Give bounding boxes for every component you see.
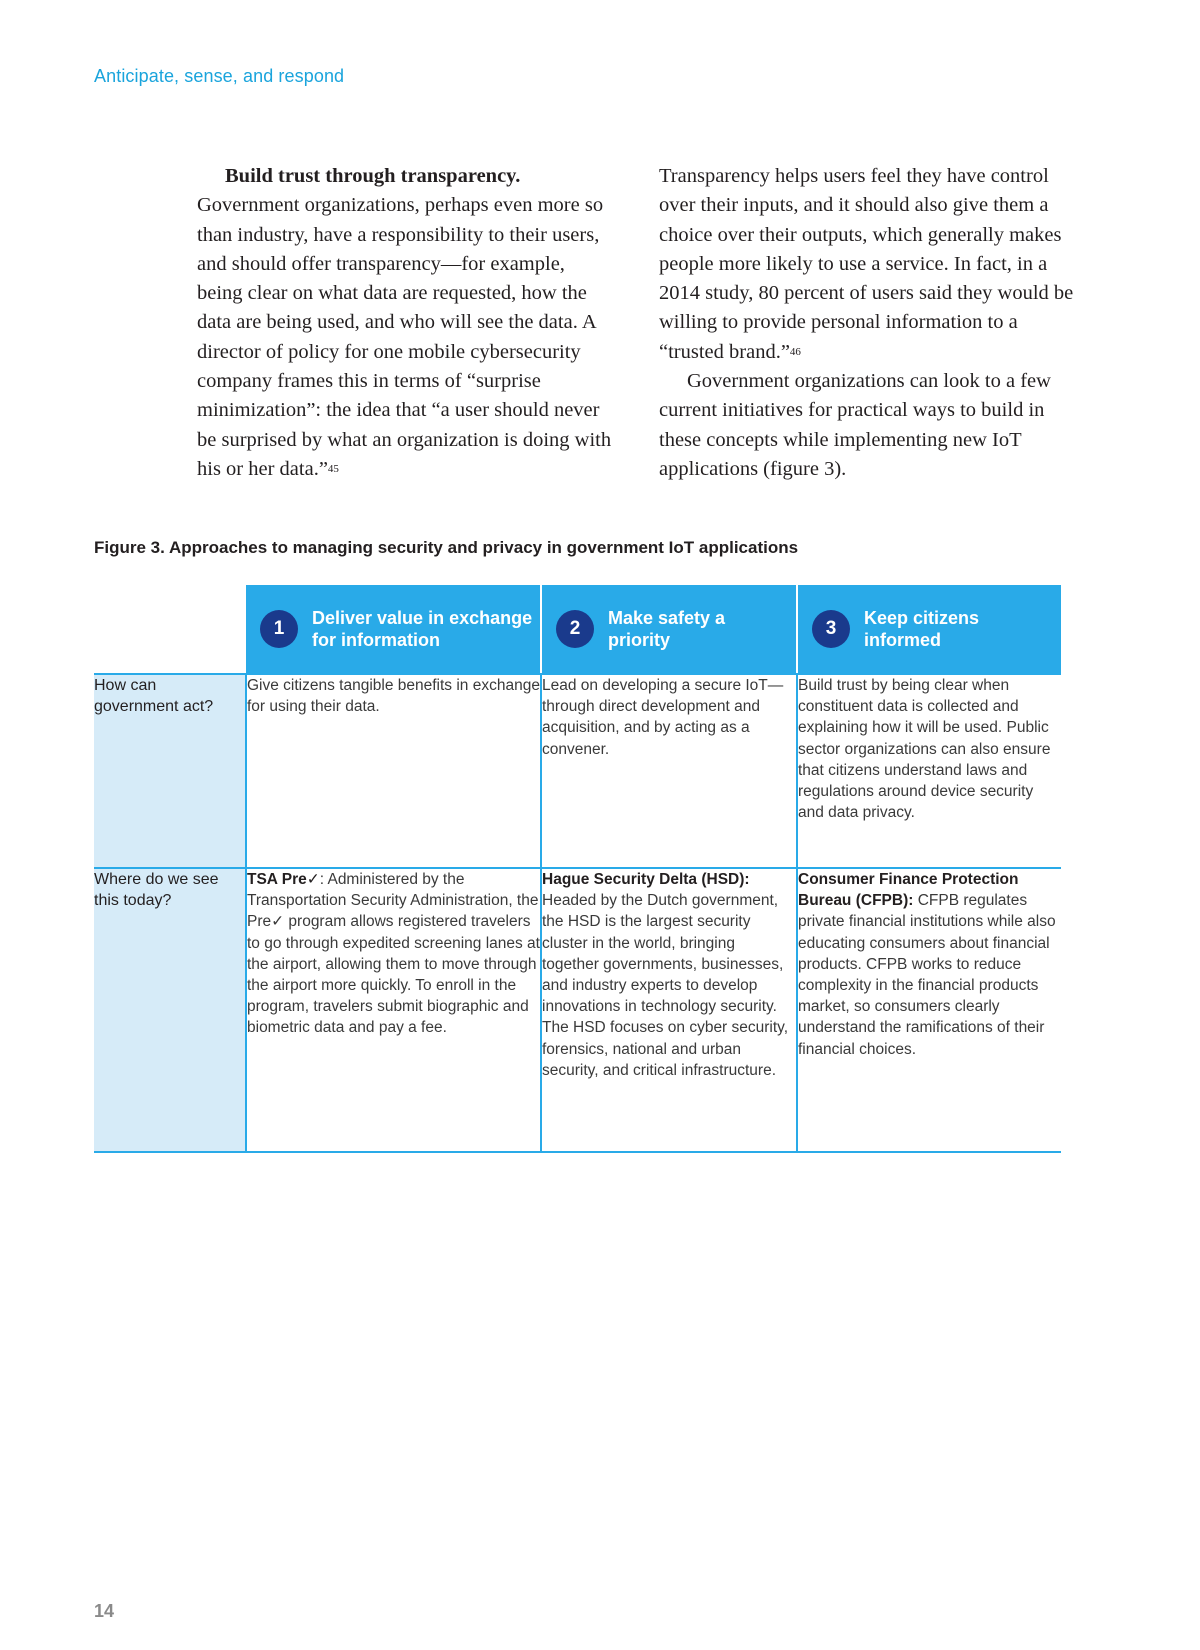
column-header-3 [797,585,1061,674]
table-cell [246,868,541,1152]
table-cell [541,674,797,868]
table-corner [94,585,246,674]
cell-text: Build trust by being clear when constituent data is collected and explaining how it will be used. Public sector organizations can also ensure that citizens understand laws and regulations around device security and data privacy. [798,677,1051,822]
cell-text: CFPB regulates private financial institutions while also educating consumers about financial products. CFPB works to reduce complexity in the financial products market, so consumers clearly understand the ramifications of their financial choices. [798,892,1056,1058]
left-column-body: Government organizations, perhaps even more so than industry, have a responsibility to their users, and should offer transparency—for example, being clear on what data are requested, how the data are being used, and who will see the data. A director of policy for one mobile cybersecurity company frames this in terms of “surprise minimization”: the idea that “a user should never be surprised by what an organization is doing with his or her data.” [197,194,612,480]
endnote-ref-45: 45 [327,462,339,475]
cell-text: : Administered by the Transportation Security Administration, the Pre✓ program allows registered travelers to go through expedited screening lanes at the airport, allowing them to move through the airport more quickly. To enroll in the program, travelers submit biographic and biometric data and pay a fee. [247,871,540,1037]
right-column-para-1: Transparency helps users feel they have control over their inputs, and it should also give them a choice over their outputs, which generally makes people more likely to use a service. In fact, in a 2014 study, 80 percent of users said they would be willing to provide personal information to a “trusted brand.” [659,165,1074,363]
table-row [94,674,1061,868]
table-cell [541,868,797,1152]
number-badge-2: 2 [556,610,594,648]
cell-text: Give citizens tangible benefits in exchange for using their data. [247,677,540,716]
column-header-label: Keep citizens informed [864,608,980,650]
row-header: How can government act? [94,674,246,868]
cell-text: Lead on developing a secure IoT—through direct development and acquisition, and by acting as a convener. [542,677,784,758]
table-row [94,868,1061,1152]
cell-bold-lead: Consumer Finance Protection Bureau (CFPB): [798,871,1019,910]
figure-title: Figure 3. Approaches to managing security and privacy in government IoT applications [94,538,799,557]
number-badge-1: 1 [260,610,298,648]
running-head: Anticipate, sense, and respond [94,66,345,86]
right-column [659,162,1084,484]
table-cell [797,868,1061,1152]
section-heading: Build trust through transparency. [225,165,521,187]
column-header-label: Deliver value in exchange for information [312,608,533,650]
column-header-label: Make safety a priority [608,608,726,650]
row-header: Where do we see this today? [94,868,246,1152]
table-cell [797,674,1061,868]
column-header-2 [541,585,797,674]
cell-bold-lead: Hague Security Delta (HSD): [542,871,750,888]
page-number: 14 [94,1601,115,1621]
left-column [197,162,612,484]
column-header-1 [246,585,541,674]
number-badge-3: 3 [812,610,850,648]
endnote-ref-46: 46 [789,345,801,358]
table-cell [246,674,541,868]
cell-text: Headed by the Dutch government, the HSD is the largest security cluster in the world, bringing together governments, businesses, and industry experts to develop innovations in technology security. The HSD focuses on cyber security, forensics, national and urban security, and critical infrastructure. [542,892,789,1079]
right-column-para-2: Government organizations can look to a few current initiatives for practical ways to build in these concepts while implementing new IoT applications (figure 3). [659,370,1051,480]
cell-bold-lead: TSA Pre✓ [247,871,320,888]
figure-table [94,585,1061,1153]
